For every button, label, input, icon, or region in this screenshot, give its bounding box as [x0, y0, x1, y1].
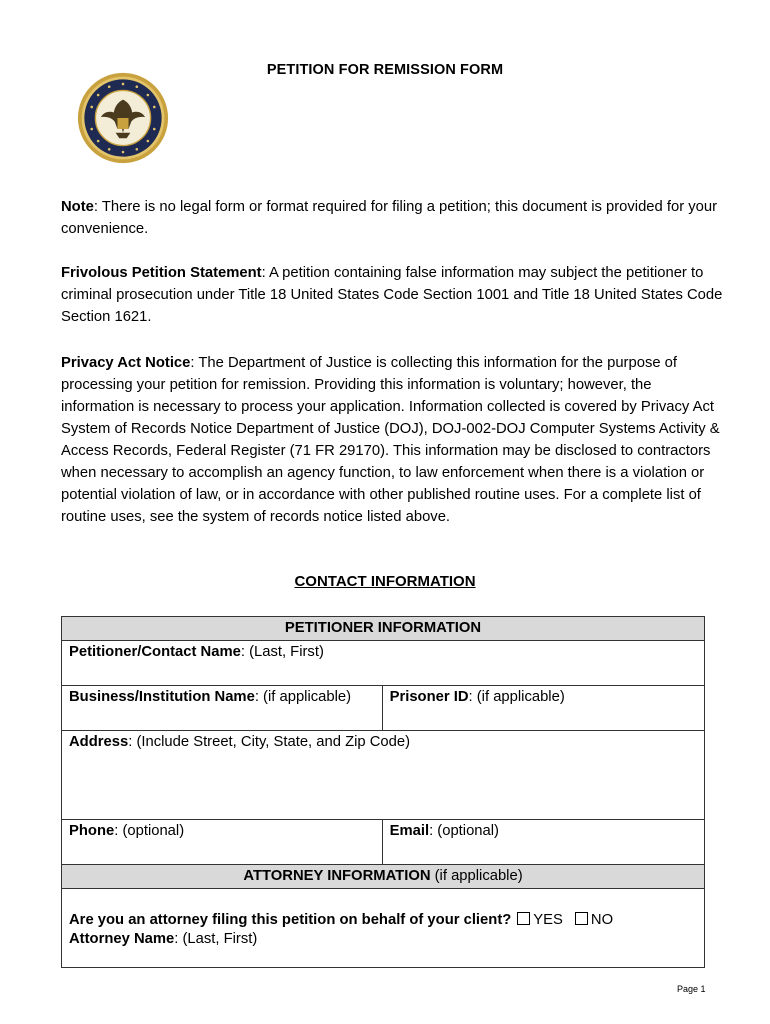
note-label: Note [61, 199, 94, 215]
attorney-name-hint: : (Last, First) [174, 931, 258, 947]
no-checkbox[interactable] [575, 912, 588, 925]
email-label: Email [389, 823, 430, 839]
business-prisoner-row [62, 686, 705, 731]
address-hint: : (Include Street, City, State, and Zip Code) [128, 734, 411, 750]
petitioner-information-header: PETITIONER INFORMATION [62, 617, 705, 641]
note-text: : There is no legal form or format required for filing a petition; this document is provided for your convenience. [61, 199, 718, 237]
attorney-question-cell [62, 889, 705, 968]
attorney-header-label: ATTORNEY INFORMATION [243, 868, 431, 884]
address-row [62, 731, 705, 820]
business-name-label: Business/Institution Name [69, 689, 255, 705]
attorney-question: Are you an attorney filing this petition on behalf of your client? [69, 912, 512, 928]
attorney-name-label: Attorney Name [69, 931, 175, 947]
yes-checkbox[interactable] [517, 912, 530, 925]
doj-seal-logo [77, 72, 169, 164]
page-number: Page 1 [677, 984, 706, 994]
email-hint: : (optional) [429, 823, 499, 839]
yes-label: YES [533, 912, 563, 928]
frivolous-petition-paragraph [61, 262, 723, 328]
privacy-act-paragraph [61, 352, 723, 528]
document-title: PETITION FOR REMISSION FORM [266, 62, 504, 78]
petitioner-name-hint: : (Last, First) [240, 644, 324, 660]
privacy-text: : The Department of Justice is collecting this information for the purpose of processing your petition for remission. Providing this information is voluntary; however, the information is necessary to process your application. Information collected is covered by Privacy Act System of Records Notice Department of Justice (DOJ), DOJ-002-DOJ Computer Systems Activity & Access Records, Federal Register (71 FR 29170). This information may be disclosed to contractors when necessary to accomplish an agency function, to law enforcement when there is a violation or potential violation of law, or in accordance with other published routine uses. For a complete list of routine uses, see the system of records notice listed above. [61, 355, 720, 525]
note-paragraph [61, 196, 723, 240]
attorney-name-field[interactable] [69, 949, 697, 965]
frivolous-label: Frivolous Petition Statement [61, 265, 262, 281]
attorney-question-row [62, 889, 705, 968]
phone-email-row [62, 820, 705, 865]
business-name-field[interactable] [62, 686, 383, 731]
frivolous-text: : A petition containing false information may subject the petitioner to criminal prosecution under Title 18 United States Code Section 1001 and Title 18 United States Code Section 1621. [61, 265, 723, 325]
business-name-hint: : (if applicable) [254, 689, 352, 705]
privacy-label: Privacy Act Notice [61, 355, 191, 371]
phone-hint: : (optional) [114, 823, 185, 839]
prisoner-id-field[interactable] [382, 686, 704, 731]
attorney-information-header [62, 865, 705, 889]
petitioner-name-row [62, 641, 705, 686]
prisoner-id-hint: : (if applicable) [468, 689, 565, 705]
address-field[interactable] [62, 731, 705, 820]
email-field[interactable] [382, 820, 704, 865]
address-label: Address [69, 734, 129, 750]
petitioner-name-field[interactable] [62, 641, 705, 686]
phone-field[interactable] [62, 820, 383, 865]
petitioner-header-row [62, 617, 705, 641]
contact-information-heading: CONTACT INFORMATION [294, 573, 476, 590]
no-label: NO [590, 912, 614, 928]
prisoner-id-label: Prisoner ID [389, 689, 469, 705]
contact-information-table [61, 616, 705, 968]
petitioner-name-label: Petitioner/Contact Name [69, 644, 241, 660]
attorney-header-row [62, 865, 705, 889]
attorney-header-hint: (if applicable) [430, 868, 523, 884]
phone-label: Phone [69, 823, 115, 839]
